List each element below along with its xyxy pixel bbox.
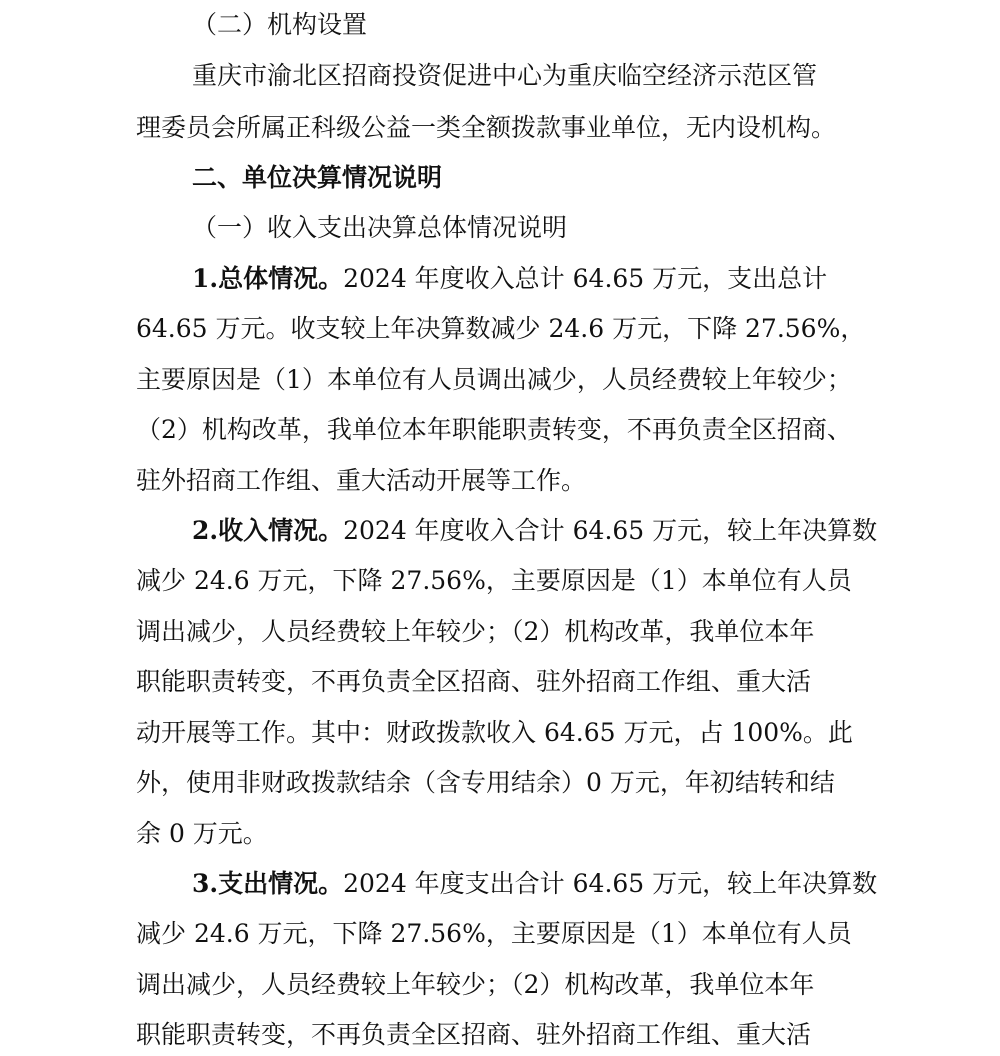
paragraph-expense-line-1 <box>192 867 877 901</box>
paragraph-income-label: 2.收入情况。 <box>192 516 344 545</box>
paragraph-expense-line-1-text: 2024 年度支出合计 64.65 万元，较上年决算数 <box>343 869 878 898</box>
paragraph-income-line-1-text: 2024 年度收入合计 64.65 万元，较上年决算数 <box>343 516 878 545</box>
paragraph-expense-label: 3.支出情况。 <box>192 869 344 898</box>
paragraph-overall-line-1 <box>192 262 827 296</box>
paragraph-income-line-4: 职能职责转变，不再负责全区招商、驻外招商工作组、重大活 <box>136 667 812 696</box>
paragraph-income-line-2: 减少 24.6 万元，下降 27.56%，主要原因是（1）本单位有人员 <box>136 566 852 595</box>
paragraph-expense-line-4: 职能职责转变，不再负责全区招商、驻外招商工作组、重大活 <box>136 1020 812 1049</box>
paragraph-overall-line-1-text: 2024 年度收入总计 64.65 万元，支出总计 <box>343 264 828 293</box>
org-paragraph-line-1: 重庆市渝北区招商投资促进中心为重庆临空经济示范区管 <box>192 61 818 90</box>
section-2-heading: 二、单位决算情况说明 <box>192 163 443 192</box>
section-org-heading: （二）机构设置 <box>192 10 368 39</box>
paragraph-overall-label: 1.总体情况。 <box>192 264 344 293</box>
paragraph-income-line-3: 调出减少，人员经费较上年较少；（2）机构改革，我单位本年 <box>136 617 815 646</box>
paragraph-income-line-6: 外，使用非财政拨款结余（含专用结余）0 万元，年初结转和结 <box>136 768 835 797</box>
paragraph-expense-line-2: 减少 24.6 万元，下降 27.56%，主要原因是（1）本单位有人员 <box>136 919 852 948</box>
paragraph-overall-line-5: 驻外招商工作组、重大活动开展等工作。 <box>136 466 587 495</box>
paragraph-expense-line-3: 调出减少，人员经费较上年较少；（2）机构改革，我单位本年 <box>136 970 815 999</box>
subsection-1-heading: （一）收入支出决算总体情况说明 <box>192 213 568 242</box>
paragraph-overall-line-4: （2）机构改革，我单位本年职能职责转变，不再负责全区招商、 <box>136 415 852 444</box>
paragraph-overall-line-3: 主要原因是（1）本单位有人员调出减少，人员经费较上年较少； <box>136 365 852 394</box>
paragraph-income-line-5: 动开展等工作。其中：财政拨款收入 64.65 万元，占 100%。此 <box>136 718 853 747</box>
paragraph-overall-line-2: 64.65 万元。收支较上年决算数减少 24.6 万元，下降 27.56%， <box>136 314 866 343</box>
paragraph-income-line-1 <box>192 514 877 548</box>
paragraph-income-line-7: 余 0 万元。 <box>136 819 268 848</box>
org-paragraph-line-2: 理委员会所属正科级公益一类全额拨款事业单位，无内设机构。 <box>136 113 837 142</box>
